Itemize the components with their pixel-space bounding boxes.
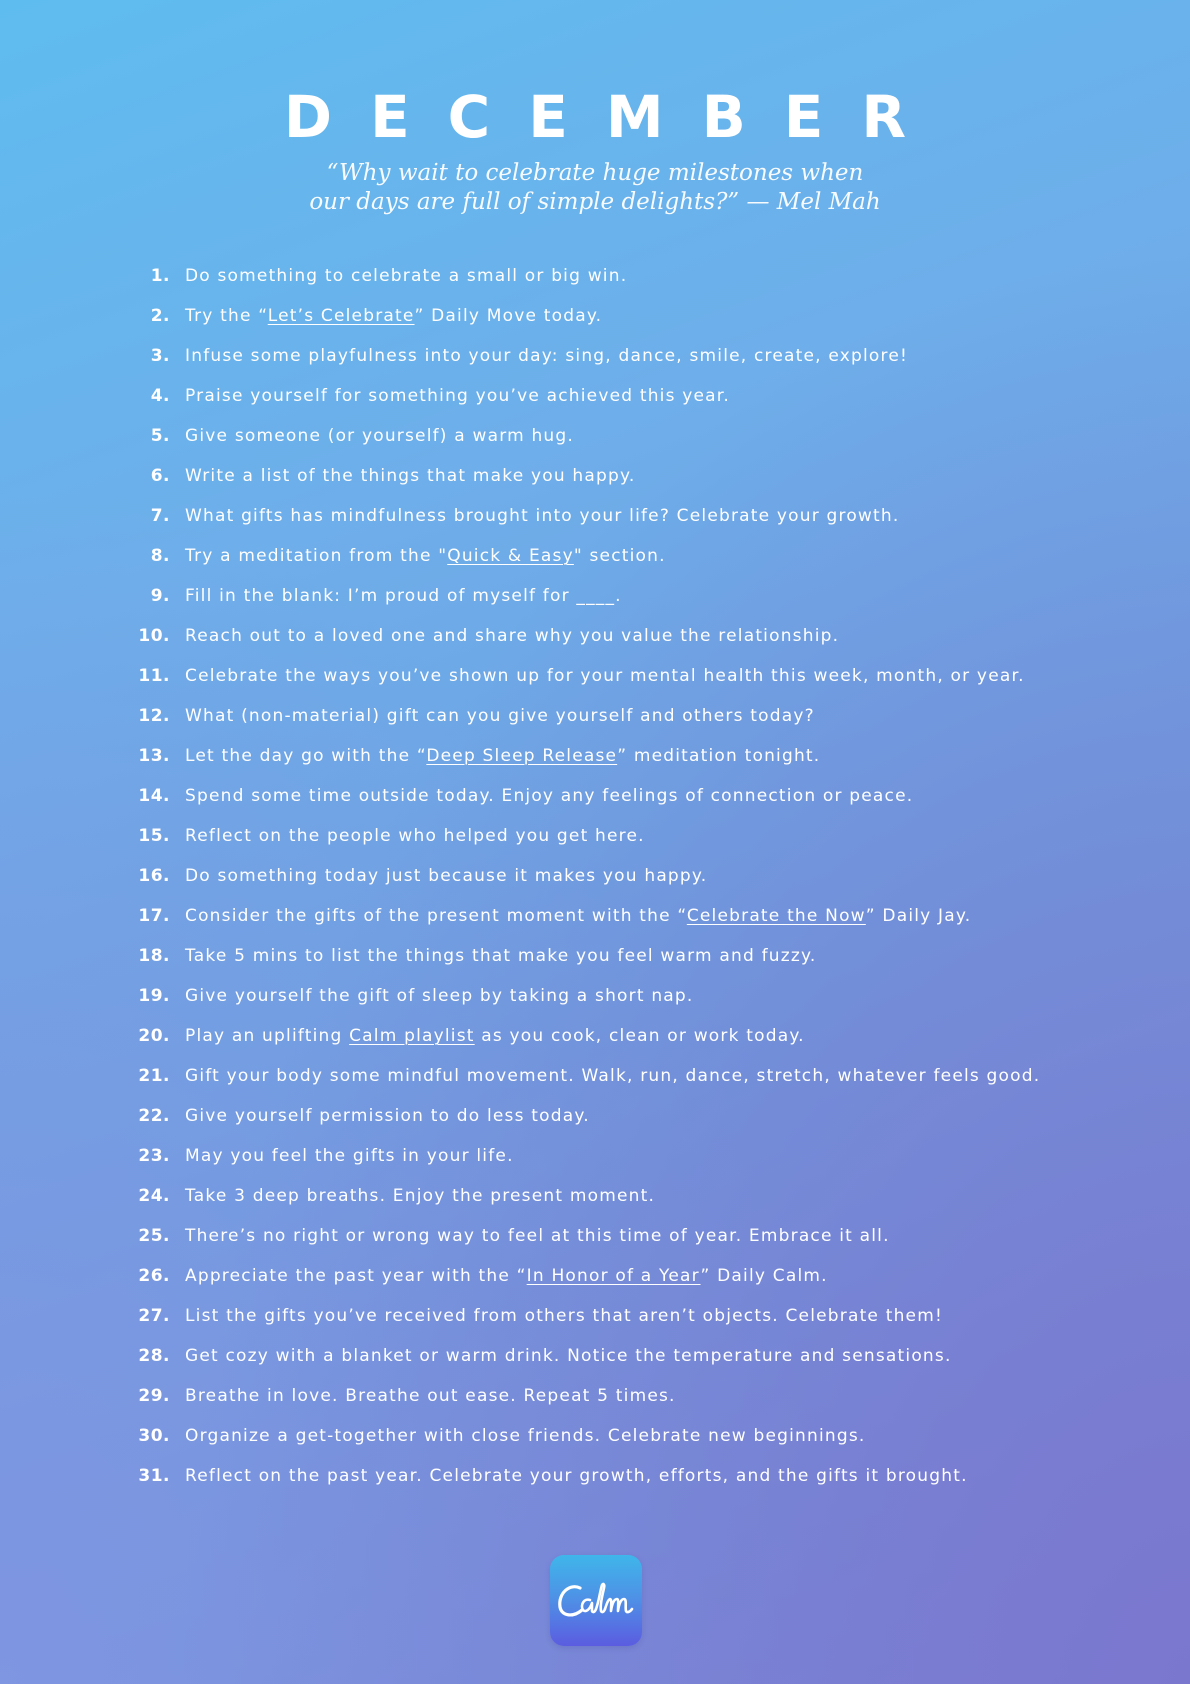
list-item-text-start: Let the day go with the “ (185, 746, 427, 766)
list-item (0, 336, 1190, 376)
list-item-text-start: Play an uplifting (185, 1026, 350, 1046)
list-item (0, 1176, 1190, 1216)
list-item-number: 26. (138, 1266, 170, 1286)
list-item (0, 1056, 1190, 1096)
list-item-number: 17. (138, 906, 170, 926)
list-item-text-start: Do something to celebrate a small or big win. (185, 266, 628, 286)
list-item-text-end: ” Daily Calm. (700, 1266, 828, 1286)
list-item-number: 18. (138, 946, 170, 966)
list-item (0, 416, 1190, 456)
list-item-text (185, 856, 707, 896)
list-item (0, 816, 1190, 856)
list-item (0, 1136, 1190, 1176)
list-item-number: 21. (138, 1066, 170, 1086)
content-link[interactable]: In Honor of a Year (526, 1266, 701, 1286)
list-item-text-start: Do something today just because it makes you happy. (185, 866, 708, 886)
list-item (0, 1336, 1190, 1376)
list-item (0, 1216, 1190, 1256)
list-item (0, 616, 1190, 656)
list-item (0, 776, 1190, 816)
list-item-text-start: Infuse some playfulness into your day: sing, dance, smile, create, explore! (185, 346, 909, 366)
content-link[interactable]: Celebrate the Now (686, 906, 866, 926)
list-item-number: 4. (150, 386, 170, 406)
list-item-text-start: Give yourself the gift of sleep by taking a short nap. (185, 986, 694, 1006)
list-item-text-start: Spend some time outside today. Enjoy any feelings of connection or peace. (185, 786, 914, 806)
list-item-text-start: Praise yourself for something you’ve achieved this year. (185, 386, 731, 406)
content-link[interactable]: Quick & Easy (447, 546, 574, 566)
list-item-text-start: Fill in the blank: I’m proud of myself for ____. (185, 586, 622, 606)
list-item-text (185, 696, 815, 736)
content-link[interactable]: Calm playlist (349, 1026, 475, 1046)
list-item-text (185, 1296, 943, 1336)
list-item (0, 296, 1190, 336)
list-item-text (185, 456, 635, 496)
list-item (0, 1416, 1190, 1456)
calm-logo-icon[interactable] (550, 1555, 642, 1646)
list-item-text (185, 376, 730, 416)
list-item-text (185, 256, 627, 296)
list-item-number: 20. (138, 1026, 170, 1046)
list-item-text-start: Give yourself permission to do less today. (185, 1106, 590, 1126)
list-item-number: 31. (138, 1466, 170, 1486)
list-item-text-start: May you feel the gifts in your life. (185, 1146, 514, 1166)
list-item-text (185, 1136, 514, 1176)
list-item-number: 8. (150, 546, 170, 566)
list-item (0, 576, 1190, 616)
list-item-text (185, 736, 820, 776)
list-item (0, 1456, 1190, 1496)
list-item-number: 2. (150, 306, 170, 326)
list-item (0, 256, 1190, 296)
list-item-number: 10. (138, 626, 170, 646)
list-item-text (185, 1216, 890, 1256)
list-item-text-start: Get cozy with a blanket or warm drink. Notice the temperature and sensations. (185, 1346, 952, 1366)
list-item-text-start: What (non-material) gift can you give yourself and others today? (185, 706, 815, 726)
list-item-number: 30. (138, 1426, 170, 1446)
list-item-text (185, 336, 908, 376)
list-item (0, 1296, 1190, 1336)
list-item-text (185, 976, 694, 1016)
list-item-text (185, 1416, 866, 1456)
list-item (0, 1256, 1190, 1296)
list-item-text-start: Organize a get-together with close friends. Celebrate new beginnings. (185, 1426, 866, 1446)
list-item (0, 1376, 1190, 1416)
list-item-text (185, 816, 645, 856)
list-item-text (185, 936, 816, 976)
list-item-number: 1. (150, 266, 170, 286)
quote (0, 159, 1190, 217)
list-item-text-start: Try the “ (185, 306, 268, 326)
list-item-text (185, 616, 839, 656)
list-item-number: 13. (138, 746, 170, 766)
list-item-text-start: What gifts has mindfulness brought into your life? Celebrate your growth. (185, 506, 900, 526)
list-item-number: 22. (138, 1106, 170, 1126)
list-item (0, 536, 1190, 576)
list-item-number: 14. (138, 786, 170, 806)
list-item-text (185, 1016, 805, 1056)
list-item-text (185, 496, 899, 536)
list-item-text-start: Appreciate the past year with the “ (185, 1266, 527, 1286)
list-item-number: 27. (138, 1306, 170, 1326)
list-item-text (185, 1376, 676, 1416)
list-item-text-end: ” Daily Jay. (865, 906, 972, 926)
list-item-number: 28. (138, 1346, 170, 1366)
list-item-text-start: Celebrate the ways you’ve shown up for your mental health this week, month, or year. (185, 666, 1025, 686)
daily-activity-list (0, 256, 1190, 1496)
page-title: DECEMBER (283, 83, 945, 151)
list-item-text-start: Breathe in love. Breathe out ease. Repeat 5 times. (185, 1386, 676, 1406)
list-item-text-start: Take 5 mins to list the things that make you feel warm and fuzzy. (185, 946, 817, 966)
list-item (0, 896, 1190, 936)
list-item-number: 29. (138, 1386, 170, 1406)
list-item-text-end: " section. (573, 546, 666, 566)
list-item (0, 936, 1190, 976)
list-item-text-start: List the gifts you’ve received from others that aren’t objects. Celebrate them! (185, 1306, 943, 1326)
list-item (0, 1016, 1190, 1056)
list-item-text-start: Reflect on the people who helped you get here. (185, 826, 645, 846)
content-link[interactable]: Deep Sleep Release (426, 746, 618, 766)
list-item-number: 19. (138, 986, 170, 1006)
list-item-text (185, 1336, 952, 1376)
calm-wordmark-icon (550, 1555, 642, 1646)
list-item-text-end: ” Daily Move today. (414, 306, 603, 326)
list-item-number: 23. (138, 1146, 170, 1166)
list-item-number: 5. (150, 426, 170, 446)
list-item-text-start: There’s no right or wrong way to feel at this time of year. Embrace it all. (185, 1226, 890, 1246)
list-item-text-start: Give someone (or yourself) a warm hug. (185, 426, 574, 446)
quote-line-1: “Why wait to celebrate huge milestones when (326, 160, 864, 186)
list-item (0, 976, 1190, 1016)
list-item (0, 696, 1190, 736)
list-item-text-start: Consider the gifts of the present moment with the “ (185, 906, 687, 926)
list-item (0, 656, 1190, 696)
list-item-text (185, 1456, 968, 1496)
list-item-text (185, 1096, 590, 1136)
list-item-text (185, 576, 622, 616)
list-item-text (185, 416, 574, 456)
list-item-text-start: Write a list of the things that make you happy. (185, 466, 636, 486)
list-item (0, 456, 1190, 496)
list-item (0, 1096, 1190, 1136)
list-item-number: 11. (138, 666, 170, 686)
list-item-text (185, 1256, 828, 1296)
list-item-number: 6. (150, 466, 170, 486)
list-item-text-start: Try a meditation from the " (185, 546, 448, 566)
list-item-text (185, 536, 666, 576)
list-item-text (185, 896, 971, 936)
list-item-text (185, 656, 1025, 696)
list-item (0, 736, 1190, 776)
list-item-number: 15. (138, 826, 170, 846)
list-item (0, 376, 1190, 416)
list-item-text-start: Reflect on the past year. Celebrate your growth, efforts, and the gifts it brought. (185, 1466, 968, 1486)
list-item (0, 856, 1190, 896)
quote-line-2: our days are full of simple delights?” — Mel Mah (309, 189, 881, 215)
list-item-text-end: ” meditation tonight. (617, 746, 821, 766)
list-item-text (185, 776, 913, 816)
list-item-number: 9. (150, 586, 170, 606)
list-item-number: 24. (138, 1186, 170, 1206)
list-item-number: 25. (138, 1226, 170, 1246)
list-item-text-start: Gift your body some mindful movement. Walk, run, dance, stretch, whatever feels good. (185, 1066, 1041, 1086)
list-item-text-start: Take 3 deep breaths. Enjoy the present moment. (185, 1186, 656, 1206)
list-item-text-end: as you cook, clean or work today. (474, 1026, 805, 1046)
content-link[interactable]: Let’s Celebrate (267, 306, 415, 326)
list-item-number: 7. (150, 506, 170, 526)
list-item-number: 3. (150, 346, 170, 366)
list-item-number: 12. (138, 706, 170, 726)
list-item-number: 16. (138, 866, 170, 886)
list-item-text (185, 1056, 1040, 1096)
list-item-text (185, 296, 602, 336)
list-item-text (185, 1176, 655, 1216)
list-item (0, 496, 1190, 536)
list-item-text-start: Reach out to a loved one and share why you value the relationship. (185, 626, 840, 646)
